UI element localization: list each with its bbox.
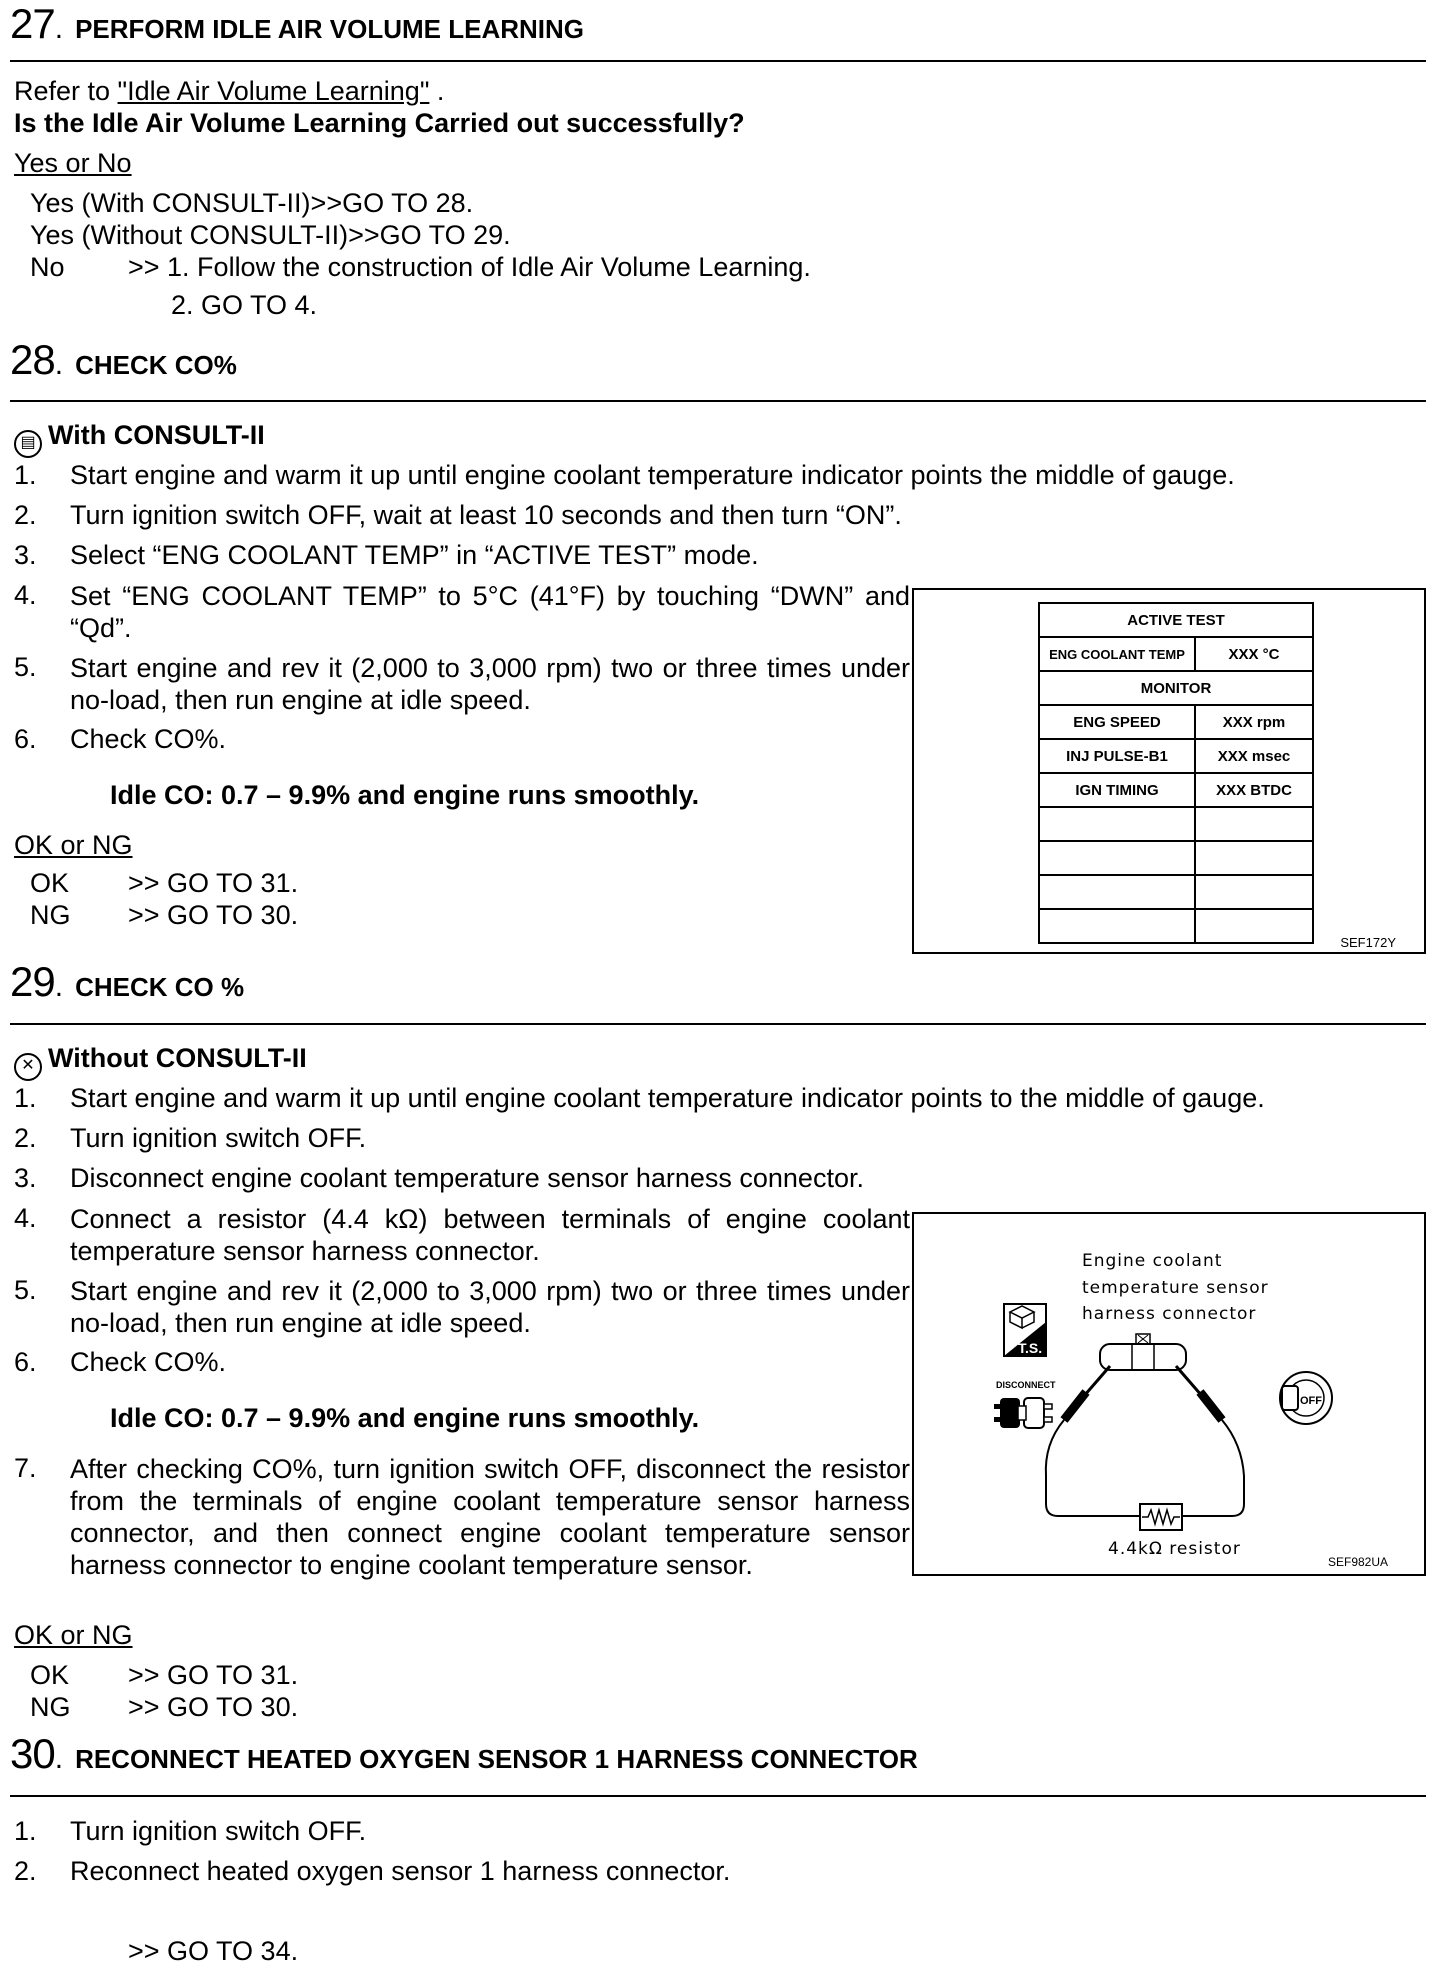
- table-cell: [1195, 875, 1313, 909]
- ok-goto: >> GO TO 31.: [128, 868, 299, 898]
- ok-or-ng-label: OK or NG: [14, 1620, 133, 1650]
- table-cell: [1039, 909, 1195, 943]
- divider: [10, 60, 1426, 62]
- active-test-figure: [912, 588, 1426, 954]
- table-cell: ENG COOLANT TEMP: [1039, 637, 1195, 671]
- table-cell: [1039, 875, 1195, 909]
- ts-icon: [1004, 1304, 1046, 1356]
- table-header: ACTIVE TEST: [1039, 603, 1313, 637]
- step-number: 30: [10, 1730, 55, 1777]
- step-27-heading: 27 . PERFORM IDLE AIR VOLUME LEARNING: [10, 0, 584, 47]
- table-cell: [1195, 841, 1313, 875]
- ng-label: NG: [30, 1692, 71, 1722]
- table-cell: XXX BTDC: [1195, 773, 1313, 807]
- step-title: CHECK CO%: [75, 350, 237, 380]
- table-cell: [1039, 807, 1195, 841]
- resistor-diagram: [914, 1214, 1424, 1574]
- spec-line: Idle CO: 0.7 – 9.9% and engine runs smoothly.: [110, 780, 700, 810]
- divider: [10, 1023, 1426, 1025]
- table-header: MONITOR: [1039, 671, 1313, 705]
- ng-goto: >> GO TO 30.: [128, 900, 299, 930]
- table-cell: IGN TIMING: [1039, 773, 1195, 807]
- caption-line-3: harness connector: [1082, 1304, 1257, 1324]
- no-consult-icon: ✕: [14, 1053, 42, 1081]
- ok-or-ng-label: OK or NG: [14, 830, 133, 860]
- step-title: RECONNECT HEATED OXYGEN SENSOR 1 HARNESS CONNECTOR: [75, 1744, 918, 1774]
- resistor-symbol: [1140, 1504, 1182, 1530]
- consult-icon: ▤: [14, 430, 42, 458]
- question: Is the Idle Air Volume Learning Carried out successfully?: [14, 108, 745, 138]
- step-title: CHECK CO %: [75, 972, 245, 1002]
- harness-connector: [1100, 1334, 1186, 1370]
- step-number: 28: [10, 336, 55, 383]
- step-number: 27: [10, 0, 55, 47]
- divider: [10, 400, 1426, 402]
- figure-code: SEF172Y: [1340, 935, 1396, 950]
- table-cell: [1195, 909, 1313, 943]
- resistor-label: 4.4kΩ resistor: [1108, 1539, 1241, 1559]
- without-consult-label: ✕ Without CONSULT-II: [14, 1043, 307, 1081]
- table-cell: [1039, 841, 1195, 875]
- caption-line-2: temperature sensor: [1082, 1278, 1269, 1298]
- table-cell: XXX °C: [1195, 637, 1313, 671]
- active-test-table: [1038, 602, 1314, 944]
- ignition-off-icon: [1280, 1372, 1332, 1424]
- idle-air-volume-learning-link[interactable]: "Idle Air Volume Learning": [117, 76, 430, 106]
- ok-label: OK: [30, 868, 70, 898]
- probe-wires: [1046, 1366, 1244, 1516]
- ts-label: T.S.: [1018, 1340, 1043, 1356]
- divider: [10, 1795, 1426, 1797]
- ng-goto: >> GO TO 30.: [128, 1692, 299, 1722]
- yes-without-consult: Yes (Without CONSULT-II)>>GO TO 29.: [30, 220, 511, 250]
- no-label: No: [30, 252, 65, 282]
- disconnect-label: DISCONNECT: [996, 1380, 1056, 1390]
- step-29-heading: 29 . CHECK CO %: [10, 958, 245, 1005]
- off-label: OFF: [1300, 1395, 1322, 1407]
- resistor-figure: [912, 1212, 1426, 1576]
- disconnect-icon: [994, 1380, 1056, 1428]
- caption-line-1: Engine coolant: [1082, 1251, 1223, 1271]
- yes-or-no-label: Yes or No: [14, 148, 132, 178]
- table-cell: [1195, 807, 1313, 841]
- ok-goto: >> GO TO 31.: [128, 1660, 299, 1690]
- yes-with-consult: Yes (With CONSULT-II)>>GO TO 28.: [30, 188, 474, 218]
- table-cell: ENG SPEED: [1039, 705, 1195, 739]
- refer-line: Refer to "Idle Air Volume Learning" .: [14, 76, 445, 106]
- ng-label: NG: [30, 900, 71, 930]
- no-action-2: 2. GO TO 4.: [171, 290, 318, 320]
- with-consult-label: ▤ With CONSULT-II: [14, 420, 265, 458]
- step-30-heading: 30 . RECONNECT HEATED OXYGEN SENSOR 1 HARNESS CONNECTOR: [10, 1730, 918, 1777]
- step-28-heading: 28 . CHECK CO%: [10, 336, 237, 383]
- table-cell: XXX rpm: [1195, 705, 1313, 739]
- step-number: 29: [10, 958, 55, 1005]
- goto-line: >> GO TO 34.: [128, 1936, 299, 1966]
- table-cell: INJ PULSE-B1: [1039, 739, 1195, 773]
- spec-line: Idle CO: 0.7 – 9.9% and engine runs smoothly.: [110, 1403, 700, 1433]
- no-action-1: >> 1. Follow the construction of Idle Air Volume Learning.: [128, 252, 811, 282]
- figure-code: SEF982UA: [1328, 1555, 1389, 1569]
- step-title: PERFORM IDLE AIR VOLUME LEARNING: [75, 14, 584, 44]
- ok-label: OK: [30, 1660, 70, 1690]
- table-cell: XXX msec: [1195, 739, 1313, 773]
